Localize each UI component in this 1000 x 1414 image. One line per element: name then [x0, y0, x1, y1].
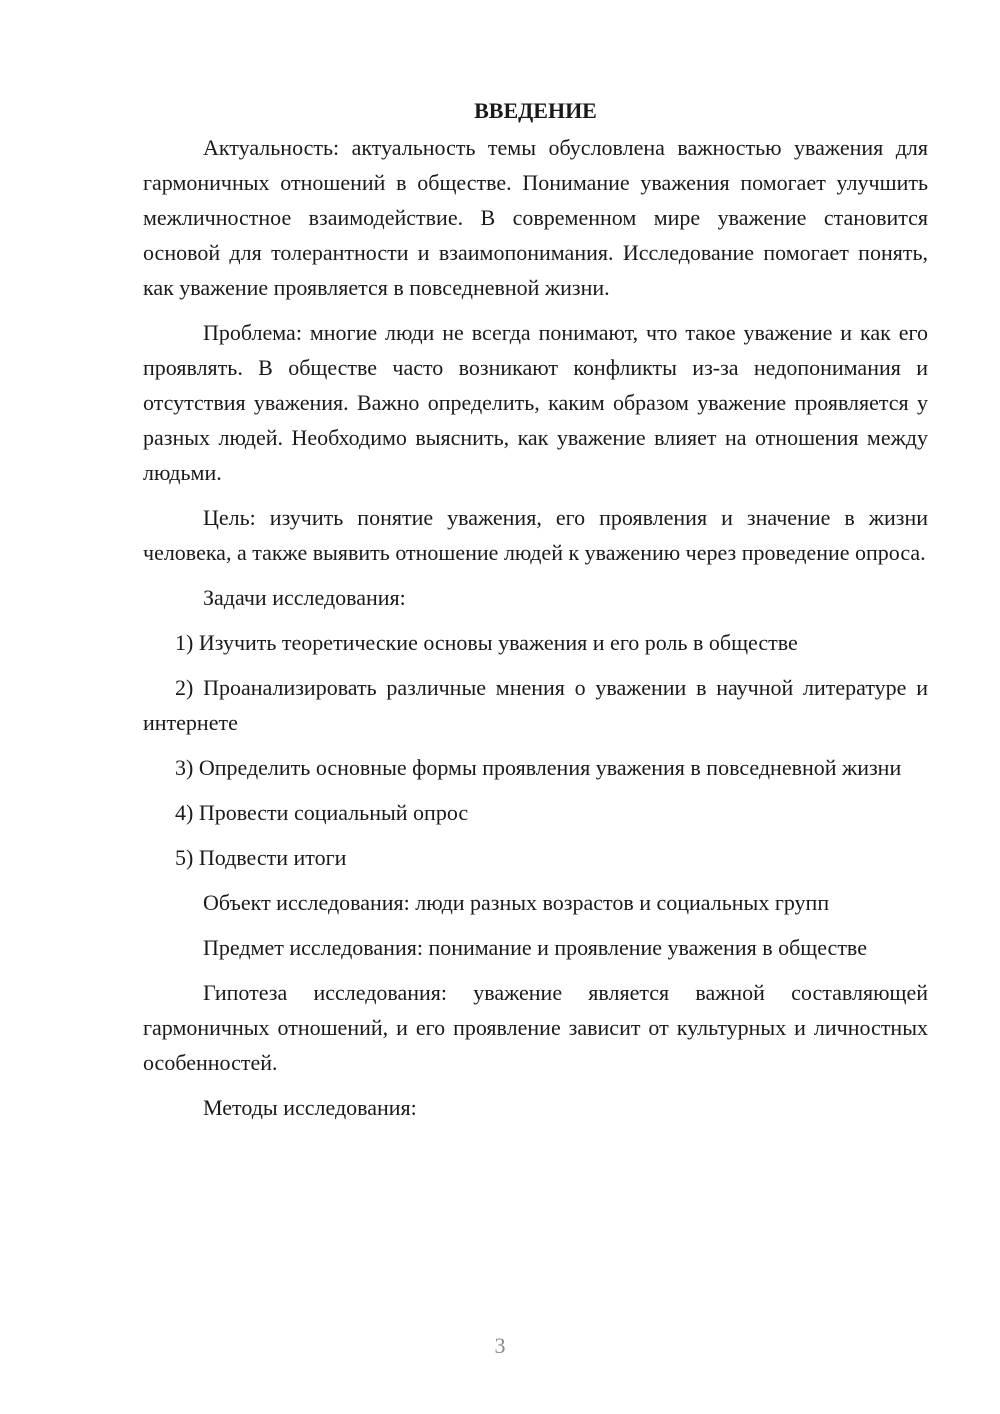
paragraph-tasks-heading: Задачи исследования: [203, 585, 406, 610]
paragraph-relevance: Актуальность: актуальность темы обусловлена важностью уважения для гармоничных отношений в обществе. Понимание уважения помогает улучшить межличностное взаимодействие. В современном мире уважение становится основой для толерантности и взаимопонимания. Исследование помогает понять, как уважение проявляется в повседневной жизни. [143, 135, 928, 300]
section-title: ВВЕДЕНИЕ [474, 98, 597, 123]
paragraph-goal: Цель: изучить понятие уважения, его проявления и значение в жизни человека, а также выявить отношение людей к уважению через проведение опроса. [143, 505, 928, 565]
task-item-2: 2) Проанализировать различные мнения о уважении в научной литературе и интернете [143, 675, 928, 735]
paragraph-hypothesis: Гипотеза исследования: уважение является важной составляющей гармоничных отношений, и его проявление зависит от культурных и личностных особенностей. [143, 980, 928, 1075]
paragraph-problem: Проблема: многие люди не всегда понимают, что такое уважение и как его проявлять. В обществе часто возникают конфликты из-за недопонимания и отсутствия уважения. Важно определить, каким образом уважение проявляется у разных людей. Необходимо выяснить, как уважение влияет на отношения между людьми. [143, 320, 928, 485]
paragraph-subject: Предмет исследования: понимание и проявление уважения в обществе [203, 935, 867, 960]
page-number: 3 [494, 1333, 506, 1358]
page-content [143, 92, 928, 1135]
task-item-5: 5) Подвести итоги [175, 845, 347, 870]
paragraph-object: Объект исследования: люди разных возрастов и социальных групп [203, 890, 830, 915]
task-item-3: 3) Определить основные формы проявления уважения в повседневной жизни [175, 755, 902, 780]
task-item-1: 1) Изучить теоретические основы уважения и его роль в обществе [175, 630, 798, 655]
paragraph-methods: Методы исследования: [203, 1095, 417, 1120]
task-item-4: 4) Провести социальный опрос [175, 800, 469, 825]
